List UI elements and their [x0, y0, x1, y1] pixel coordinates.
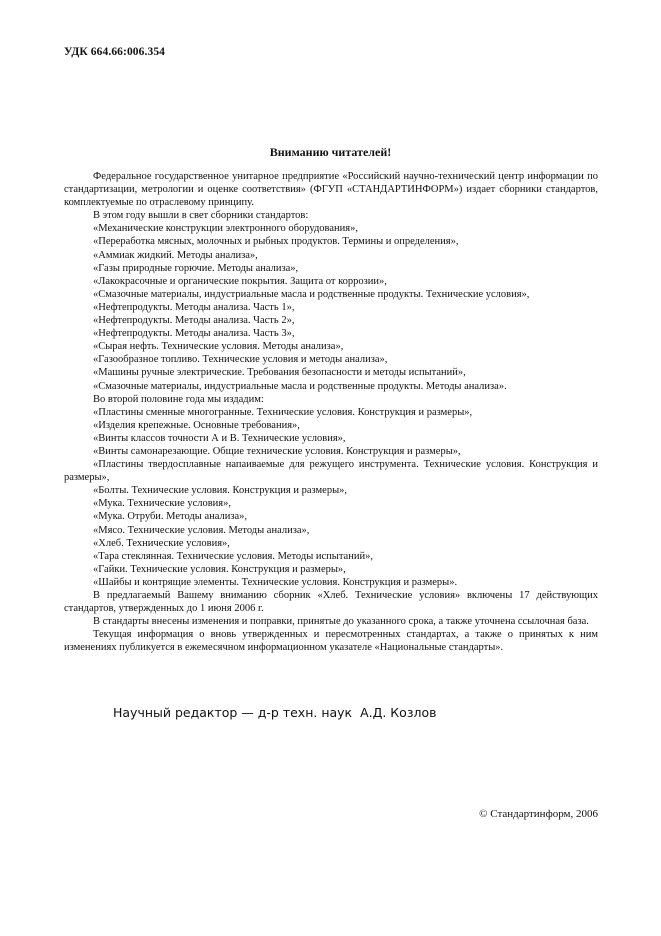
upcoming-item: «Шайбы и контрящие элементы. Технические условия. Конструкция и размеры». [93, 576, 458, 588]
upcoming-item: «Винты классов точности А и В. Технические условия», [93, 432, 346, 444]
published-item: «Переработка мясных, молочных и рыбных продуктов. Термины и определения», [93, 236, 459, 248]
upcoming-item: «Тара стеклянная. Технические условия. Методы испытаний», [93, 550, 373, 562]
scientific-editor [113, 705, 436, 720]
published-item: «Нефтепродукты. Методы анализа. Часть 1», [93, 301, 295, 313]
intro-paragraph: Федеральное государственное унитарное предприятие «Российский научно-технический центр информации по стандартизации, метрологии и оценке соответствия» (ФГУП «СТАНДАРТИНФОРМ») издает сборники стандартов, комплектуемые по отраслевому принципу. [64, 171, 598, 209]
published-item: «Машины ручные электрические. Требования безопасности и методы испытаний», [93, 367, 466, 379]
udk-code: УДК 664.66:006.354 [64, 46, 166, 58]
published-item: «Смазочные материалы, индустриальные масла и родственные продукты. Методы анализа». [93, 380, 507, 392]
published-item: «Лакокрасочные и органические покрытия. Защита от коррозии», [93, 275, 387, 287]
upcoming-item: «Хлеб. Технические условия», [93, 537, 230, 549]
upcoming-item: «Болты. Технические условия. Конструкция и размеры», [93, 485, 347, 497]
upcoming-item: «Изделия крепежные. Основные требования», [93, 419, 300, 431]
published-item: «Механические конструкции электронного оборудования», [93, 223, 358, 235]
upcoming-item: «Гайки. Технические условия. Конструкция и размеры», [93, 563, 346, 575]
published-item: «Нефтепродукты. Методы анализа. Часть 2», [93, 315, 295, 327]
upcoming-item: «Пластины твердосплавные напаиваемые для режущего инструмента. Технические условия. Конструкция и размеры», [64, 459, 598, 484]
notice-body [64, 170, 598, 654]
closing-paragraph: В стандарты внесены изменения и поправки, принятые до указанного срока, а также уточнена ссылочная база. [93, 616, 589, 628]
page-title: Вниманию читателей! [269, 145, 392, 159]
published-item: «Газы природные горючие. Методы анализа», [93, 262, 299, 274]
published-item: «Газообразное топливо. Технические условия и методы анализа», [93, 354, 388, 366]
published-item: «Аммиак жидкий. Методы анализа», [93, 249, 258, 261]
published-item: «Смазочные материалы, индустриальные масла и родственные продукты. Технические условия», [93, 288, 530, 300]
copyright-notice: © Стандартинформ, 2006 [479, 808, 598, 820]
closing-paragraph: Текущая информация о вновь утвержденных и пересмотренных стандартах, а также о принятых к ним изменениях публикуется в ежемесячном информационном указателе «Национальные стандарты». [64, 629, 598, 654]
published-item: «Нефтепродукты. Методы анализа. Часть 3», [93, 328, 295, 340]
editor-role: Научный редактор — д-р техн. наук [113, 705, 353, 720]
upcoming-heading: Во второй половине года мы издадим: [93, 393, 264, 405]
published-item: «Сырая нефть. Технические условия. Методы анализа», [93, 341, 344, 353]
upcoming-item: «Мука. Технические условия», [93, 498, 232, 510]
published-heading: В этом году вышли в свет сборники стандартов: [93, 210, 309, 222]
upcoming-item: «Пластины сменные многогранные. Технические условия. Конструкция и размеры», [93, 406, 473, 418]
closing-paragraph: В предлагаемый Вашему вниманию сборник «Хлеб. Технические условия» включены 17 действующих стандартов, утвержденных до 1 июня 2006 г. [64, 590, 598, 615]
upcoming-item: «Мука. Отруби. Методы анализа», [93, 511, 248, 523]
upcoming-item: «Винты самонарезающие. Общие технические условия. Конструкция и размеры», [93, 445, 461, 457]
upcoming-item: «Мясо. Технические условия. Методы анализа», [93, 524, 310, 536]
editor-name: А.Д. Козлов [360, 705, 437, 720]
